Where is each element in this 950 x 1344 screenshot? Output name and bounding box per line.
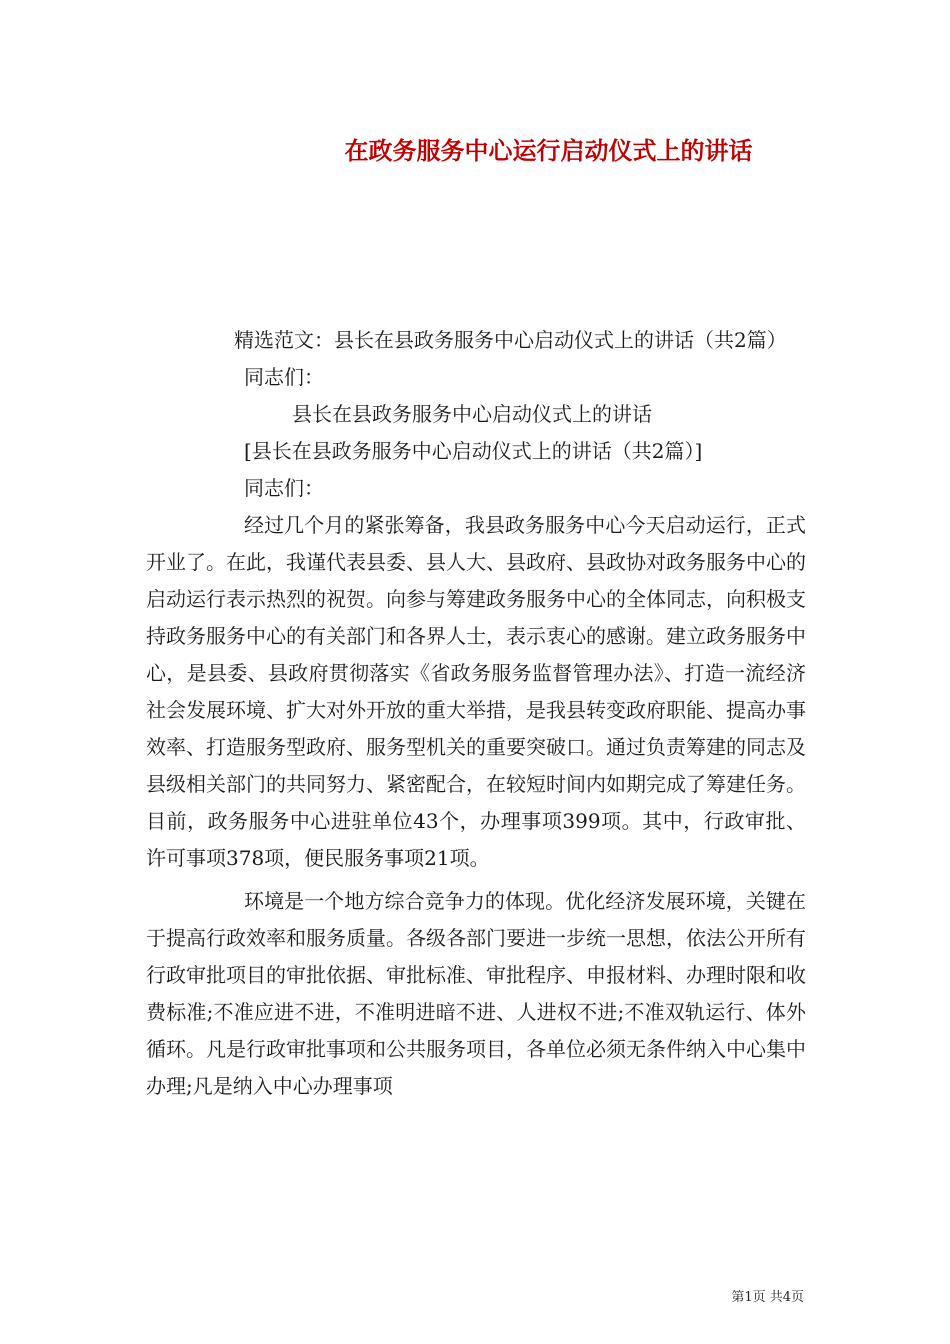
intro-line: 精选范文：县长在县政务服务中心启动仪式上的讲话（共2篇）: [234, 328, 787, 352]
document-title: 在政务服务中心运行启动仪式上的讲话: [344, 136, 753, 165]
bracket-line: [县长在县政务服务中心启动仪式上的讲话（共2篇）]: [244, 439, 703, 463]
paragraph: 环境是一个地方综合竞争力的体现。优化经济发展环境，关键在于提高行政效率和服务质量。各级各部门要进一步统一思想，依法公开所有行政审批项目的审批依据、审批标准、审批程序、申报材料、办理时限和收费标准;不准应进不进，不准明进暗不进、人进权不进;不准双轨运行、体外循环。凡是行政审批事项和公共服务项目，各单位必须无条件纳入中心集中办理;凡是纳入中心办理事项: [146, 889, 806, 1098]
paragraph: 经过几个月的紧张筹备，我县政务服务中心今天启动运行，正式开业了。在此，我谨代表县委、县人大、县政府、县政协对政务服务中心的启动运行表示热烈的祝贺。向参与筹建政务服务中心的全体同志，向积极支持政务服务中心的有关部门和各界人士，表示衷心的感谢。建立政务服务中心，是县委、县政府贯彻落实《省政务服务监督管理办法》、打造一流经济社会发展环境、扩大对外开放的重大举措，是我县转变政府职能、提高办事效率、打造服务型政府、服务型机关的重要突破口。通过负责筹建的同志及县级相关部门的共同努力、紧密配合，在较短时间内如期完成了筹建任务。目前，政务服务中心进驻单位43个，办理事项399项。其中，行政审批、许可事项378项，便民服务事项21项。: [146, 513, 806, 870]
page-number: 第1页 共4页: [731, 1290, 804, 1305]
greeting-line: 同志们：: [244, 365, 324, 389]
document-body: [146, 322, 806, 1105]
subtitle-line: 县长在县政务服务中心启动仪式上的讲话: [292, 402, 652, 426]
greeting-line: 同志们：: [244, 476, 324, 500]
